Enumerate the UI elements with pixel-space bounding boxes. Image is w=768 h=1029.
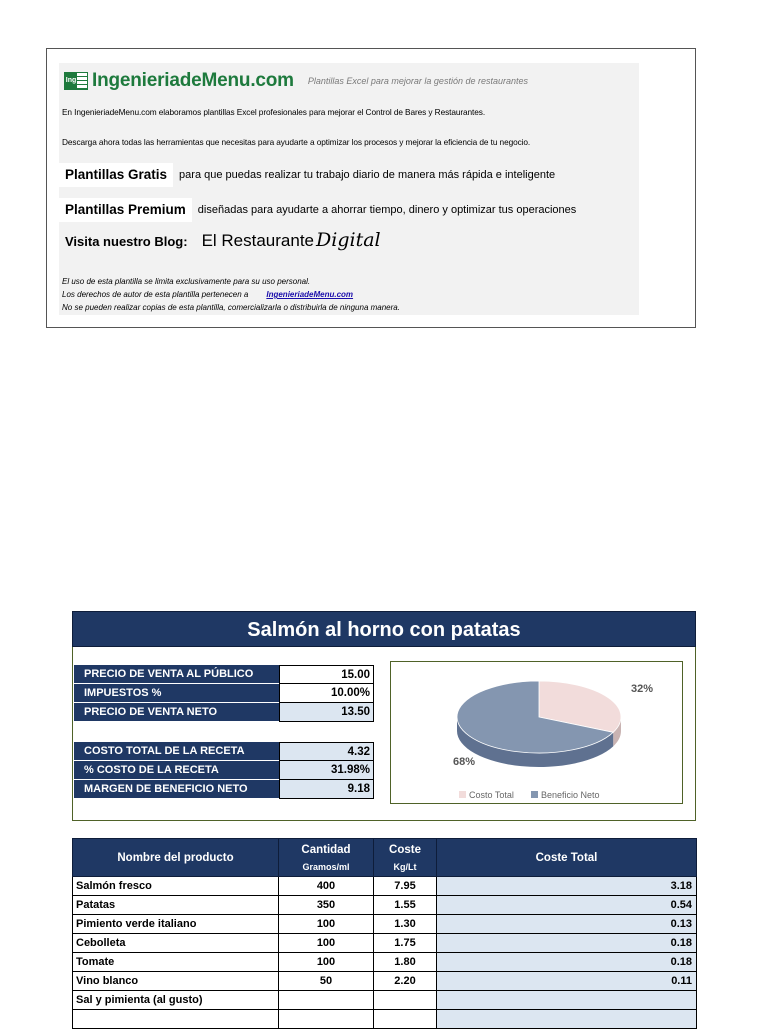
- ingredient-cost[interactable]: 1.75: [374, 934, 437, 953]
- pie-data-label: 32%: [631, 683, 654, 695]
- col-product-label: Nombre del producto: [117, 851, 234, 864]
- legal-line-3: No se pueden realizar copias de esta plantilla, comercializarla o distribuirla de ninguna manera.: [62, 303, 400, 312]
- premium-label: Plantillas Premium: [59, 198, 192, 222]
- cost-value: 4.32: [279, 742, 374, 761]
- table-row[interactable]: [73, 1010, 697, 1029]
- pricing-label: IMPUESTOS %: [74, 684, 279, 703]
- cost-row: [74, 761, 374, 780]
- gratis-label: Plantillas Gratis: [59, 163, 173, 187]
- brand-logo[interactable]: [64, 68, 528, 94]
- col-total-header: [437, 839, 697, 877]
- ingredient-cost[interactable]: 7.95: [374, 877, 437, 896]
- premium-desc: diseñadas para ayudarte a ahorrar tiempo, dinero y optimizar tus operaciones: [197, 204, 577, 216]
- table-row[interactable]: [73, 953, 697, 972]
- table-row[interactable]: [73, 991, 697, 1010]
- legal-line-2: [62, 288, 400, 301]
- logo-tagline: Plantillas Excel para mejorar la gestión de restaurantes: [307, 76, 528, 86]
- ingredient-name[interactable]: Sal y pimienta (al gusto): [73, 991, 279, 1010]
- cost-value: 9.18: [279, 780, 374, 799]
- pricing-value[interactable]: 10.00%: [279, 684, 374, 703]
- ingredient-qty[interactable]: [279, 991, 374, 1010]
- ingredient-total: 0.18: [437, 953, 697, 972]
- ingredient-total: 0.13: [437, 915, 697, 934]
- pricing-row[interactable]: [74, 665, 374, 684]
- download-text: Descarga ahora todas las herramientas que necesitas para ayudarte a optimizar los procesos y mejorar la eficiencia de tu negocio.: [62, 137, 531, 147]
- ingredient-name[interactable]: Pimiento verde italiano: [73, 915, 279, 934]
- pricing-label: PRECIO DE VENTA NETO: [74, 703, 279, 722]
- ingredient-total: [437, 991, 697, 1010]
- legal-link[interactable]: IngenieriadeMenu.com: [266, 290, 354, 299]
- ingredient-total: [437, 1010, 697, 1029]
- col-qty-unit: Gramos/ml: [302, 861, 350, 872]
- ingredient-name[interactable]: Patatas: [73, 896, 279, 915]
- promo-content: [59, 63, 639, 315]
- table-row[interactable]: [73, 896, 697, 915]
- recipe-sheet: [72, 611, 697, 1024]
- table-row[interactable]: [73, 915, 697, 934]
- intro-text: En IngenieriadeMenu.com elaboramos plantillas Excel profesionales para mejorar el Control de Bares y Restaurantes.: [62, 107, 486, 117]
- cost-label: MARGEN DE BENEFICIO NETO: [74, 780, 279, 799]
- ingredient-qty[interactable]: 100: [279, 953, 374, 972]
- logo-badge: Ing: [64, 72, 78, 90]
- ingredient-total: 0.54: [437, 896, 697, 915]
- ingredient-cost[interactable]: [374, 1010, 437, 1029]
- ingredient-qty[interactable]: 350: [279, 896, 374, 915]
- pricing-row[interactable]: [74, 703, 374, 722]
- cost-row: [74, 742, 374, 761]
- ingredient-total: 0.18: [437, 934, 697, 953]
- col-product-header: [73, 839, 279, 877]
- legend-entry: Beneficio Neto: [541, 790, 600, 800]
- gratis-row[interactable]: [59, 163, 555, 187]
- ingredient-total: 3.18: [437, 877, 697, 896]
- ingredient-qty[interactable]: 50: [279, 972, 374, 991]
- cost-label: COSTO TOTAL DE LA RECETA: [74, 742, 279, 761]
- ingredient-name[interactable]: Vino blanco: [73, 972, 279, 991]
- col-cost-header: [374, 839, 437, 877]
- ingredient-name[interactable]: Salmón fresco: [73, 877, 279, 896]
- ingredient-cost[interactable]: 1.55: [374, 896, 437, 915]
- col-qty-label: Cantidad: [301, 843, 351, 856]
- col-cost-unit: Kg/Lt: [393, 861, 417, 872]
- legend-swatch: [459, 791, 466, 798]
- cost-value: 31.98%: [279, 761, 374, 780]
- cost-label: % COSTO DE LA RECETA: [74, 761, 279, 780]
- ingredient-qty[interactable]: 100: [279, 934, 374, 953]
- ingredient-total: 0.11: [437, 972, 697, 991]
- table-row[interactable]: [73, 934, 697, 953]
- col-qty-header: [279, 839, 374, 877]
- ingredients-table: [72, 838, 697, 1029]
- pricing-value[interactable]: 15.00: [279, 665, 374, 684]
- legend-swatch: [531, 791, 538, 798]
- gratis-desc: para que puedas realizar tu trabajo diario de manera más rápida e inteligente: [179, 169, 556, 181]
- legal-line-2-text: Los derechos de autor de esta plantilla pertenecen a: [62, 290, 249, 299]
- promo-banner: [46, 48, 696, 328]
- ingredient-name[interactable]: Tomate: [73, 953, 279, 972]
- ingredient-cost[interactable]: 1.80: [374, 953, 437, 972]
- blog-row[interactable]: [65, 229, 381, 251]
- ingredient-name[interactable]: Cebolleta: [73, 934, 279, 953]
- col-total-label: Coste Total: [535, 851, 598, 864]
- pricing-label: PRECIO DE VENTA AL PÚBLICO: [74, 665, 279, 684]
- ingredient-qty[interactable]: 100: [279, 915, 374, 934]
- table-header-row: [73, 839, 697, 877]
- table-row[interactable]: [73, 877, 697, 896]
- pie-chart-svg: [391, 662, 682, 803]
- ingredient-qty[interactable]: 400: [279, 877, 374, 896]
- legal-line-1: El uso de esta plantilla se limita exclusivamente para su uso personal.: [62, 277, 311, 286]
- excel-logo-icon: [64, 70, 88, 92]
- blog-script: Digital: [316, 229, 381, 251]
- ingredient-qty[interactable]: [279, 1010, 374, 1029]
- legal-notice: [62, 275, 400, 314]
- recipe-title: Salmón al horno con patatas: [72, 611, 696, 647]
- pie-data-label: 68%: [453, 756, 476, 768]
- cost-row: [74, 780, 374, 799]
- ingredient-cost[interactable]: 1.30: [374, 915, 437, 934]
- ingredient-name[interactable]: [73, 1010, 279, 1029]
- blog-label: Visita nuestro Blog:: [65, 234, 188, 249]
- blog-name: El Restaurante: [201, 231, 315, 250]
- logo-text: IngenieriadeMenu.com: [92, 70, 294, 91]
- pricing-value: 13.50: [279, 703, 374, 722]
- premium-row[interactable]: [59, 198, 576, 222]
- col-cost-label: Coste: [389, 843, 421, 856]
- ingredient-cost[interactable]: 2.20: [374, 972, 437, 991]
- table-row[interactable]: [73, 972, 697, 991]
- legend-entry: Costo Total: [469, 790, 514, 800]
- ingredients-body: [73, 877, 697, 1029]
- cost-pie-chart: [390, 661, 683, 804]
- pricing-row[interactable]: [74, 684, 374, 703]
- ingredient-cost[interactable]: [374, 991, 437, 1010]
- spreadsheet-grid-icon: [76, 72, 88, 90]
